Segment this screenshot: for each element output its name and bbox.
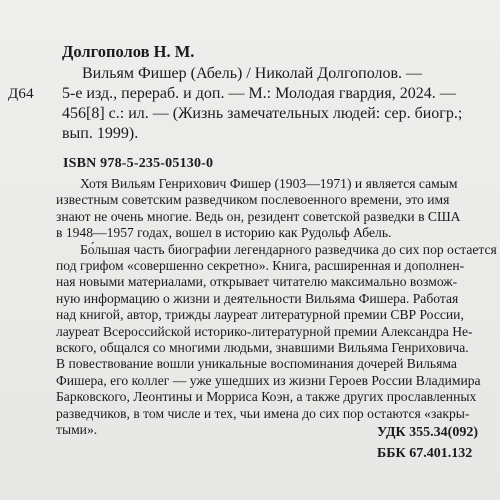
udk-code: УДК 355.34(092): [377, 425, 478, 440]
bib-line: Вильям Фишер (Абель) / Николай Долгополов. —: [82, 65, 423, 82]
abstract-line: разведчиков, в том числе и тех, чьи имена до сих пор остаются «закры-: [56, 405, 470, 421]
abstract-line: ную информацию о жизни и деятельности Вильяма Фишера. Работая: [56, 290, 459, 306]
bib-line: 456[8] с.: ил. — (Жизнь замечательных людей: сер. биогр.;: [62, 105, 463, 122]
abstract-line: тыми».: [56, 422, 98, 438]
abstract-line: Бо́льшая часть биографии легендарного разведчика до сих пор остается: [80, 241, 497, 257]
abstract-line: над книгой, автор, трижды лауреат литературной премии СВР России,: [56, 307, 464, 323]
bib-line: 5-е изд., перераб. и доп. — М.: Молодая гвардия, 2024. —: [62, 85, 456, 102]
abstract-line: лауреат Всероссийской историко-литературной премии Александра Не-: [56, 323, 473, 339]
abstract-line: Фишера, его коллег — уже ушедших из жизни Героев России Владимира: [56, 372, 481, 388]
abstract-line: в 1948—1957 годах, вошел в историю как Рудольф Абель.: [56, 225, 392, 241]
abstract-line: вского, общался со многими людьми, знавшими Вильяма Генриховича.: [56, 340, 469, 356]
isbn: ISBN 978-5-235-05130-0: [63, 156, 214, 171]
abstract-line: знают не очень многие. Ведь он, резидент советской разведки в США: [56, 208, 461, 224]
bibliographic-description: [62, 64, 482, 144]
abstract: [56, 176, 497, 439]
abstract-line: известным советским разведчиком послевоенного времени, это имя: [56, 192, 450, 208]
bbk-code: ББК 67.401.132: [377, 446, 473, 461]
abstract-line: Барковского, Леонтины и Морриса Коэн, а также других прославленных: [56, 389, 477, 405]
abstract-line: В повествование вошли уникальные воспоминания дочерей Вильяма: [56, 356, 457, 372]
catalog-code: Д64: [8, 86, 34, 102]
classification-codes: [377, 422, 478, 464]
abstract-line: под грифом «совершенно секретно». Книга, расширенная и дополнен-: [56, 258, 465, 274]
abstract-line: Хотя Вильям Генрихович Фишер (1903—1971) и является самым: [80, 176, 458, 191]
bib-line: вып. 1999).: [62, 125, 139, 142]
author-name: Долгополов Н. М.: [62, 42, 195, 61]
abstract-line: ная новыми материалами, открывает читателю максимально возмож-: [56, 274, 458, 290]
